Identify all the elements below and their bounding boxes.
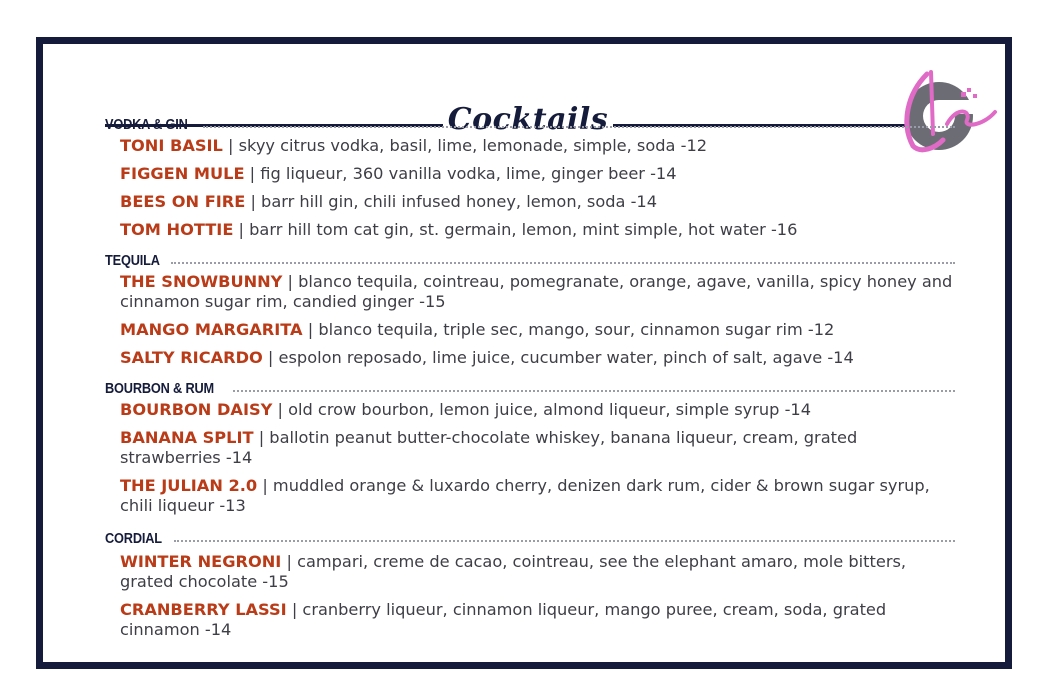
menu-item (120, 552, 955, 592)
dotted-leader (203, 126, 955, 128)
menu-item (120, 320, 955, 340)
item-description: | ballotin peanut butter-chocolate whiskey, banana liqueur, cream, grated strawberries -14 (120, 428, 858, 467)
menu-item (120, 220, 955, 240)
section-cordial (105, 528, 955, 640)
item-name: TOM HOTTIE (120, 220, 234, 239)
item-name: TONI BASIL (120, 136, 223, 155)
item-description: | fig liqueur, 360 vanilla vodka, lime, ginger beer -14 (244, 164, 677, 183)
section-title: BOURBON & RUM (105, 381, 215, 397)
section-header (105, 378, 955, 397)
section-header (105, 528, 955, 547)
item-description: | espolon reposado, lime juice, cucumber water, pinch of salt, agave -14 (262, 348, 854, 367)
item-description: | blanco tequila, triple sec, mango, sour, cinnamon sugar rim -12 (302, 320, 835, 339)
section-tequila (105, 250, 955, 368)
section-title: TEQUILA (105, 253, 160, 269)
item-description: | barr hill tom cat gin, st. germain, lemon, mint simple, hot water -16 (233, 220, 798, 239)
menu-item (120, 164, 955, 184)
logo-dot-3 (973, 94, 977, 98)
item-name: THE JULIAN 2.0 (120, 476, 258, 495)
menu-item (120, 192, 955, 212)
section-bourbon-rum (105, 378, 955, 516)
section-title: CORDIAL (105, 531, 162, 547)
item-name: CRANBERRY LASSI (120, 600, 287, 619)
item-description: | muddled orange & luxardo cherry, denizen dark rum, cider & brown sugar syrup, chili liqueur -13 (120, 476, 930, 515)
item-name: SALTY RICARDO (120, 348, 263, 367)
menu-item (120, 428, 955, 468)
section-vodka-gin (105, 114, 955, 240)
item-name: BOURBON DAISY (120, 400, 273, 419)
logo-dot-1 (961, 92, 966, 97)
item-description: | old crow bourbon, lemon juice, almond liqueur, simple syrup -14 (272, 400, 812, 419)
section-title: VODKA & GIN (105, 117, 188, 133)
menu-item (120, 136, 955, 156)
item-description: | cranberry liqueur, cinnamon liqueur, mango puree, cream, soda, grated cinnamon -14 (120, 600, 887, 639)
menu-list (105, 114, 955, 640)
menu-item (120, 600, 955, 640)
item-name: MANGO MARGARITA (120, 320, 303, 339)
item-description: | campari, creme de cacao, cointreau, see the elephant amaro, mole bitters, grated chocolate -15 (120, 552, 907, 591)
item-name: BEES ON FIRE (120, 192, 246, 211)
dotted-leader (171, 262, 955, 264)
menu-item (120, 272, 955, 312)
menu-item (120, 400, 955, 420)
item-name: WINTER NEGRONI (120, 552, 282, 571)
item-name: FIGGEN MULE (120, 164, 245, 183)
page-title: Cocktails (447, 102, 609, 137)
item-description: | barr hill gin, chili infused honey, lemon, soda -14 (245, 192, 658, 211)
section-header (105, 114, 955, 133)
item-description: | blanco tequila, cointreau, pomegranate, orange, agave, vanilla, spicy honey and cinnamon sugar rim, candied ginger -15 (120, 272, 953, 311)
item-name: BANANA SPLIT (120, 428, 254, 447)
dotted-leader (174, 540, 955, 542)
menu-item (120, 476, 955, 516)
menu-item (120, 348, 955, 368)
item-description: | skyy citrus vodka, basil, lime, lemonade, simple, soda -12 (222, 136, 708, 155)
section-header (105, 250, 955, 269)
dotted-leader (233, 390, 955, 392)
item-name: THE SNOWBUNNY (120, 272, 283, 291)
logo-dot-2 (967, 88, 971, 92)
menu-frame (36, 37, 1012, 669)
